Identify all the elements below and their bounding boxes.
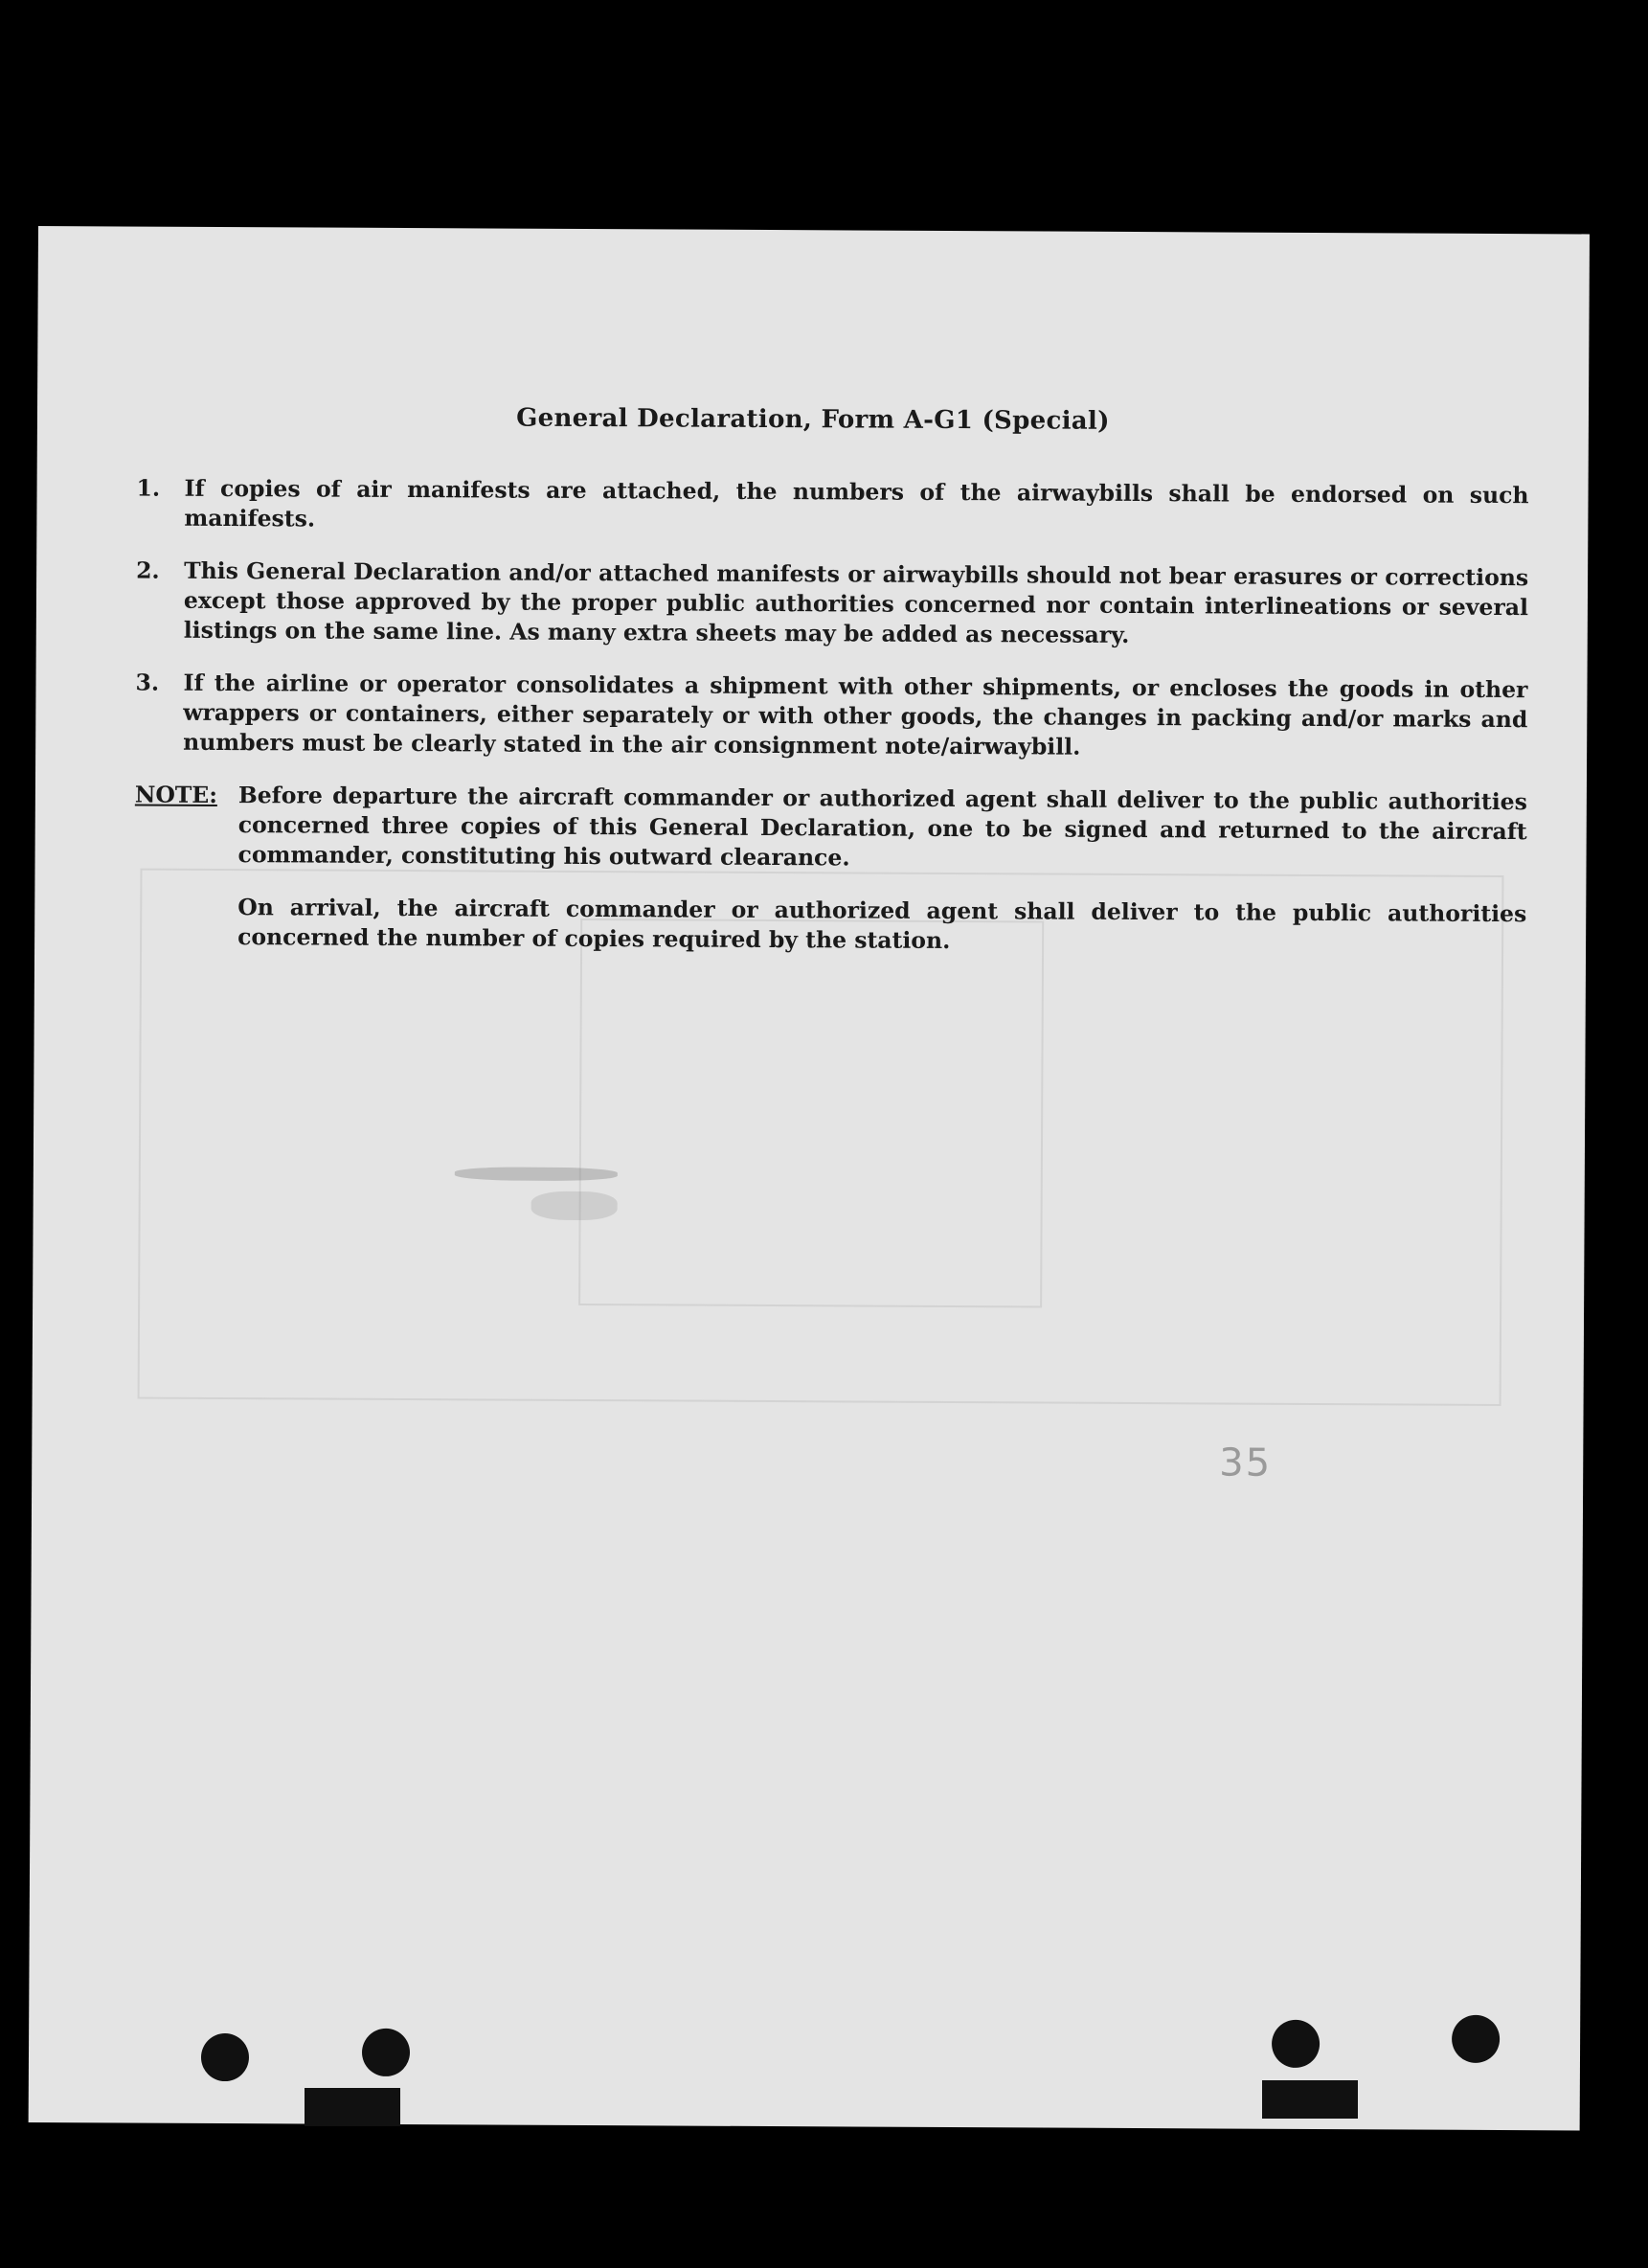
punch-hole bbox=[1272, 2020, 1320, 2068]
punch-hole bbox=[1452, 2015, 1500, 2063]
signature-smudge bbox=[455, 1167, 618, 1181]
item-number: 1. bbox=[136, 474, 161, 502]
item-number: 2. bbox=[136, 556, 160, 584]
note-section bbox=[134, 781, 1527, 983]
punch-hole bbox=[201, 2033, 249, 2081]
binder-tab bbox=[305, 2088, 400, 2126]
note-paragraph: On arrival, the aircraft commander or authorized agent shall deliver to the public authorities concerned the number of copies required by the station. bbox=[237, 894, 1527, 954]
instruction-item bbox=[136, 474, 1528, 541]
item-text: If copies of air manifests are attached, the numbers of the airwaybills shall be endorsed on such manifests. bbox=[184, 474, 1529, 533]
instruction-item bbox=[135, 669, 1527, 765]
item-text: If the airline or operator consolidates a shipment with other shipments, or encloses the goods in other wrappers or containers, either separately or with other goods, the changes in packing and/or marks and numbers must be clearly stated in the air consignment note/airwaybill. bbox=[183, 669, 1528, 760]
punch-hole bbox=[362, 2029, 410, 2076]
instruction-item bbox=[136, 556, 1528, 653]
note-label: NOTE: bbox=[134, 781, 217, 808]
signature-smudge bbox=[531, 1191, 618, 1220]
page-title: General Declaration, Form A-G1 (Special) bbox=[516, 403, 1110, 436]
item-text: This General Declaration and/or attached manifests or airwaybills should not bear erasures or corrections except those approved by the proper public authorities concerned nor contain interlineations or several listings on the same line. As many extra sheets may be added as necessary. bbox=[183, 556, 1529, 648]
binder-tab bbox=[1262, 2080, 1358, 2119]
stamp-number: 35 bbox=[1219, 1440, 1273, 1486]
item-number: 3. bbox=[135, 669, 160, 696]
note-body bbox=[237, 781, 1527, 982]
instructions bbox=[134, 474, 1529, 983]
document-page bbox=[29, 226, 1590, 2130]
note-paragraph: Before departure the aircraft commander or authorized agent shall deliver to the public authorities concerned three copies of this General Declaration, one to be signed and returned to the aircraft commander, constituting his outward clearance. bbox=[237, 782, 1527, 872]
